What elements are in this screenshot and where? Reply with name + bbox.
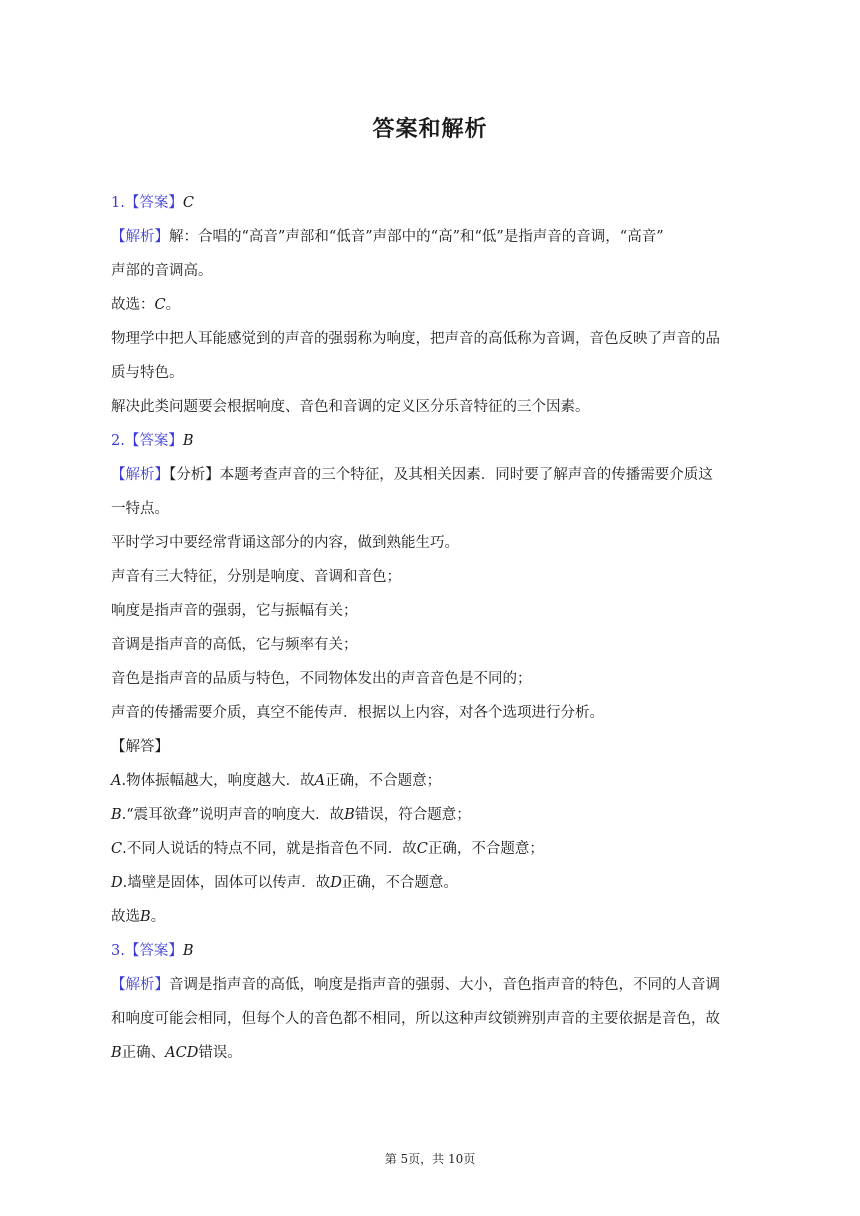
q2-option-a-ref: A	[314, 773, 326, 789]
q2-option-b-ref: B	[344, 807, 355, 823]
q2-option-d-text: .墙壁是固体，固体可以传声．故	[122, 875, 331, 891]
q3-analysis-line-2: 和响度可能会相同，但每个人的音色都不相同，所以这种声纹锁辨别声音的主要依据是音色，故	[111, 1011, 720, 1027]
q2-choice-letter: B	[140, 909, 151, 925]
q2-analysis-line-4: 声音有三大特征，分别是响度、音调和音色；	[111, 569, 401, 585]
q1-analysis-tag: 【解析】	[111, 229, 169, 245]
q2-option-a-letter: A	[111, 773, 122, 789]
q3-text-correct: 正确、	[121, 1045, 166, 1061]
q3-answer-line	[111, 934, 751, 968]
q2-option-b-letter: B	[111, 807, 122, 823]
q3-ref-acd: ACD	[165, 1045, 199, 1061]
q1-analysis-line-4: 物理学中把人耳能感觉到的声音的强弱称为响度，把声音的高低称为音调，音色反映了声音的品	[111, 331, 720, 347]
q2-choice-suffix: 。	[150, 909, 166, 925]
q2-analysis-text-1: 【分析】本题考查声音的三个特征，及其相关因素．同时要了解声音的传播需要介质这	[169, 467, 713, 483]
q2-option-d-letter: D	[111, 875, 123, 891]
q2-choice-prefix: 故选	[111, 909, 140, 925]
q2-analysis-line-7: 音色是指声音的品质与特色，不同物体发出的声音音色是不同的；	[111, 671, 532, 687]
q2-solution-tag: 【解答】	[111, 739, 169, 755]
q2-analysis-line-8: 声音的传播需要介质，真空不能传声．根据以上内容，对各个选项进行分析。	[111, 705, 604, 721]
q2-option-d-verdict: 正确，不合题意。	[341, 875, 458, 891]
q2-number: 2.	[111, 433, 125, 449]
q2-option-b-text: .“震耳欲聋”说明声音的响度大．故	[121, 807, 345, 823]
q3-text-wrong: 错误。	[198, 1045, 242, 1061]
q2-option-d-ref: D	[330, 875, 342, 891]
q1-analysis-line-1	[111, 220, 751, 254]
q2-option-b	[111, 798, 751, 832]
q2-answer: B	[182, 433, 194, 449]
q2-analysis-line-3: 平时学习中要经常背诵这部分的内容，做到熟能生巧。	[111, 535, 459, 551]
q1-choice-line	[111, 288, 751, 322]
q1-analysis-line-5: 质与特色。	[111, 365, 184, 381]
q1-answer: C	[182, 195, 194, 211]
q3-ref-b: B	[111, 1045, 122, 1061]
q1-analysis-line-6: 解决此类问题要会根据响度、音色和音调的定义区分乐音特征的三个因素。	[111, 399, 590, 415]
page-title: 答案和解析	[372, 117, 488, 142]
q2-analysis-line-5: 响度是指声音的强弱，它与振幅有关；	[111, 603, 358, 619]
q3-analysis-text-1: 音调是指声音的高低，响度是指声音的强弱、大小，音色指声音的特色，不同的人音调	[169, 977, 720, 993]
q2-answer-tag: 【答案】	[124, 433, 183, 449]
q3-analysis-tag: 【解析】	[111, 977, 169, 993]
q2-answer-line	[111, 424, 751, 458]
q2-option-a-verdict: 正确，不合题意；	[325, 773, 442, 789]
q2-option-a-text: .物体振幅越大，响度越大．故	[121, 773, 315, 789]
q3-analysis-line-3	[111, 1036, 751, 1070]
q1-analysis-line-2: 声部的音调高。	[111, 263, 213, 279]
q3-answer: B	[182, 943, 194, 959]
q2-analysis-tag: 【解析】	[111, 467, 169, 483]
q3-analysis-line-1	[111, 968, 751, 1002]
q1-analysis-text-1: 解：合唱的“高音”声部和“低音”声部中的“高”和“低”是指声音的音调，“高音”	[169, 229, 664, 245]
q2-analysis-line-2: 一特点。	[111, 501, 169, 517]
answer-content	[111, 186, 751, 1070]
q3-answer-tag: 【答案】	[124, 943, 183, 959]
q2-analysis-line-1	[111, 458, 751, 492]
q2-option-a	[111, 764, 751, 798]
q1-number: 1.	[111, 195, 125, 211]
q3-number: 3.	[111, 943, 125, 959]
q2-option-c-ref: C	[416, 841, 428, 857]
q2-option-c-text: .不同人说话的特点不同，就是指音色不同．故	[122, 841, 417, 857]
q2-option-b-verdict: 错误，符合题意；	[354, 807, 471, 823]
page-footer: 第 5页，共 10页	[384, 1152, 476, 1166]
q2-option-c-verdict: 正确，不合题意；	[427, 841, 544, 857]
q2-option-d	[111, 866, 751, 900]
q1-choice-prefix: 故选：	[111, 297, 155, 313]
q2-option-c	[111, 832, 751, 866]
q2-choice-line	[111, 900, 751, 934]
q2-analysis-line-6: 音调是指声音的高低，它与频率有关；	[111, 637, 358, 653]
q1-choice-suffix: 。	[165, 297, 181, 313]
q2-option-c-letter: C	[111, 841, 123, 857]
q1-answer-tag: 【答案】	[124, 195, 183, 211]
q1-choice-letter: C	[154, 297, 166, 313]
q1-answer-line	[111, 186, 751, 220]
